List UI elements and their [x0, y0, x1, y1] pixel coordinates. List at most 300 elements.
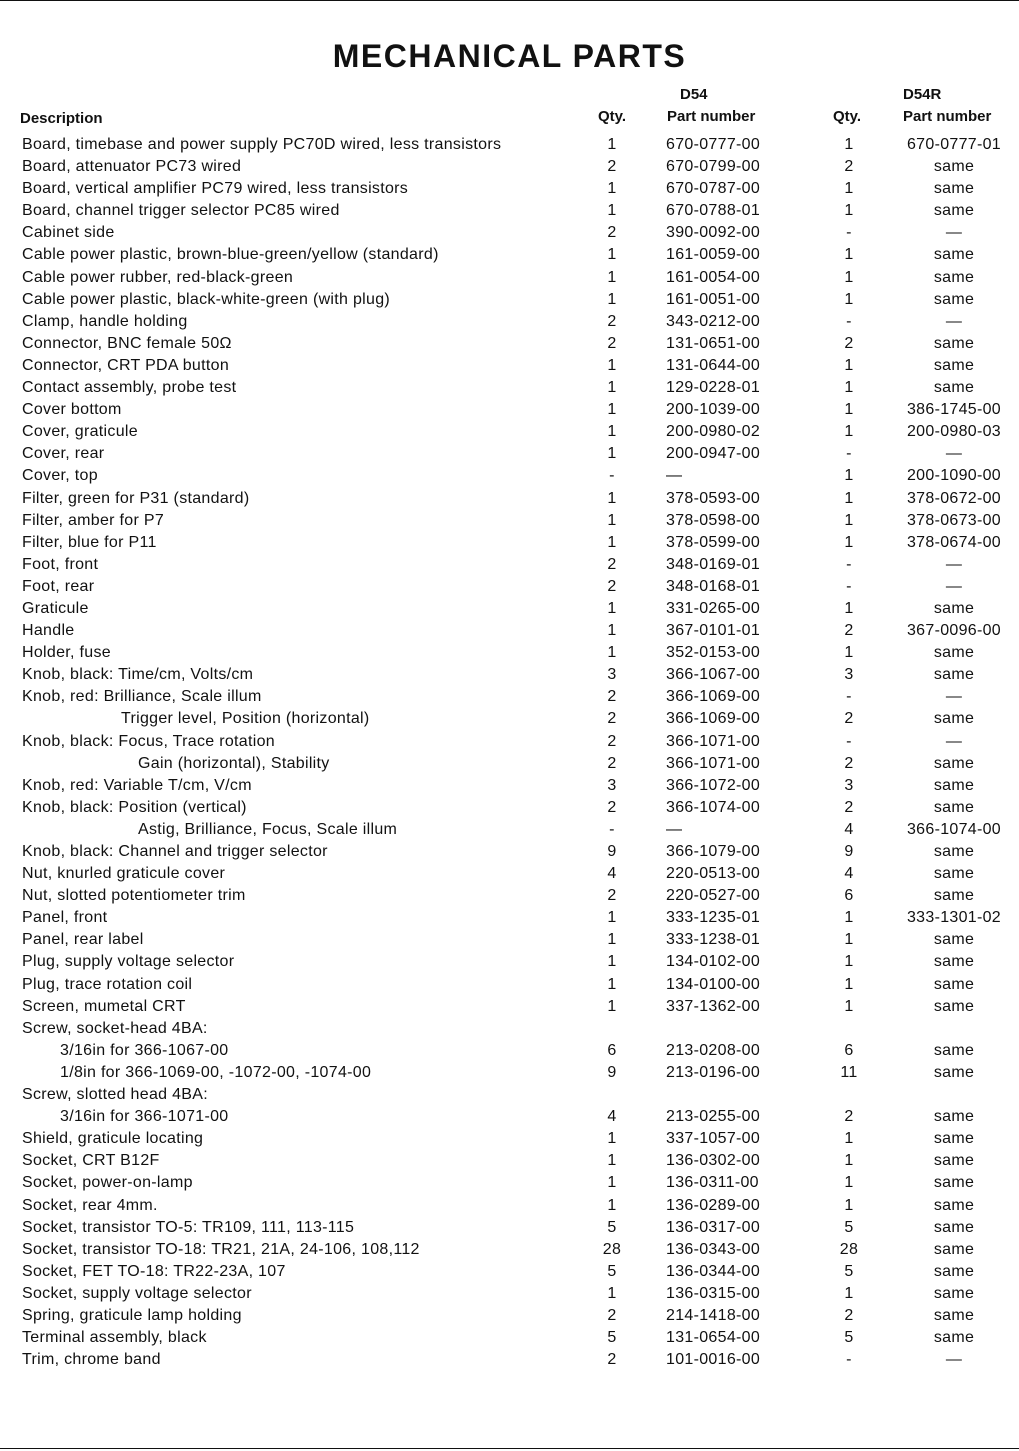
d54-qty: 4: [607, 865, 617, 883]
d54-qty: 1: [607, 379, 617, 397]
table-row: [0, 1084, 1019, 1106]
d54r-qty: -: [846, 688, 852, 706]
d54r-part-number: 378-0672-00: [906, 489, 1002, 507]
d54r-qty: 1: [844, 953, 854, 971]
d54r-qty: 1: [844, 356, 854, 374]
d54-qty: 1: [607, 622, 617, 640]
d54-qty: 1: [607, 202, 617, 220]
table-row: [0, 1327, 1019, 1349]
d54r-part-number: same: [933, 843, 975, 860]
d54r-part-number: same: [933, 975, 975, 993]
table-row: [0, 156, 1019, 178]
d54-part-number: 366-1069-00: [666, 688, 761, 706]
d54-qty: 2: [607, 710, 617, 728]
d54r-part-number: same: [933, 666, 975, 684]
table-row: [0, 775, 1019, 797]
d54r-part-number: same: [933, 599, 975, 617]
d54r-part-number: 366-1074-00: [906, 820, 1002, 838]
d54-part-number: 333-1238-01: [666, 931, 761, 949]
d54-qty: 5: [607, 1262, 617, 1280]
part-description: Gain (horizontal), Stability: [138, 754, 330, 772]
d54r-qty: 1: [844, 180, 854, 198]
d54r-qty: -: [846, 732, 852, 750]
table-row: [0, 333, 1019, 355]
d54r-part-number: same: [933, 798, 975, 816]
part-description: Spring, graticule lamp holding: [22, 1306, 242, 1324]
d54-qty: 2: [607, 688, 617, 706]
d54-qty: 1: [607, 489, 617, 507]
d54-part-number: 366-1072-00: [666, 776, 761, 794]
d54-qty: 2: [607, 887, 617, 905]
table-row: [0, 532, 1019, 554]
d54-qty: 1: [607, 975, 617, 993]
d54r-qty: 1: [844, 401, 854, 419]
part-description: 3/16in for 366-1067-00: [60, 1041, 229, 1059]
d54-part-number: 366-1067-00: [666, 666, 761, 684]
page-title: MECHANICAL PARTS: [332, 38, 687, 74]
table-row: [0, 289, 1019, 311]
d54-qty: 6: [607, 1041, 617, 1059]
d54r-qty: 2: [844, 1306, 854, 1324]
d54r-part-number: same: [933, 1306, 975, 1324]
d54-part-number: 367-0101-01: [666, 622, 761, 640]
part-description: Trigger level, Position (horizontal): [121, 710, 370, 728]
d54r-part-number: —: [945, 688, 963, 706]
d54r-qty: 1: [844, 1284, 854, 1302]
part-description: Foot, rear: [22, 577, 95, 595]
d54r-qty: 2: [844, 754, 854, 772]
part-description: Cover, top: [22, 467, 98, 485]
table-row: [0, 863, 1019, 885]
d54-part-number: 670-0799-00: [666, 158, 761, 176]
table-row: [0, 1172, 1019, 1194]
table-row: [0, 1150, 1019, 1172]
part-description: Holder, fuse: [22, 644, 111, 662]
d54-part-number: 366-1071-00: [666, 754, 761, 772]
d54-qty: 1: [607, 290, 617, 308]
part-description: Terminal assembly, black: [22, 1329, 207, 1347]
part-description: Nut, slotted potentiometer trim: [22, 887, 246, 905]
table-row: [0, 642, 1019, 664]
part-description: Board, channel trigger selector PC85 wired: [22, 202, 340, 220]
d54r-part-number: same: [933, 997, 975, 1015]
d54-qty: 4: [607, 1108, 617, 1126]
model-d54r-heading: D54R: [903, 86, 942, 103]
table-row: [0, 1283, 1019, 1305]
d54-qty: 2: [607, 158, 617, 176]
d54-qty: 1: [607, 180, 617, 198]
d54-part-number: 161-0059-00: [666, 246, 761, 264]
d54-qty: -: [609, 467, 615, 485]
d54-part-number: 136-0343-00: [666, 1240, 761, 1258]
d54r-qty: 2: [844, 798, 854, 816]
d54r-part-number: same: [933, 776, 975, 794]
d54r-qty-header: Qty.: [833, 108, 862, 125]
part-description: Astig, Brilliance, Focus, Scale illum: [138, 820, 398, 838]
d54-part-number: 200-0947-00: [666, 445, 761, 463]
part-description: Filter, green for P31 (standard): [22, 489, 250, 507]
d54-part-number: 161-0051-00: [666, 290, 761, 308]
d54r-part-number: same: [933, 202, 975, 220]
table-row: [0, 443, 1019, 465]
d54r-qty: 1: [844, 467, 854, 485]
d54r-qty: 4: [844, 820, 854, 838]
model-d54-heading: D54: [680, 86, 708, 103]
part-description: Trim, chrome band: [22, 1351, 161, 1369]
table-row: [0, 554, 1019, 576]
d54r-qty: 11: [840, 1063, 858, 1081]
d54-qty: 1: [607, 533, 617, 551]
d54-qty: 9: [607, 1063, 617, 1081]
d54-qty: 1: [607, 931, 617, 949]
d54-qty: 1: [607, 136, 617, 153]
d54-qty: 1: [607, 401, 617, 419]
part-description: Cable power rubber, red-black-green: [22, 268, 294, 286]
d54-qty: 1: [607, 268, 617, 286]
d54-qty: 2: [607, 224, 617, 242]
table-row: [0, 200, 1019, 222]
d54-part-number-header: Part number: [667, 108, 756, 125]
d54-part-number: 390-0092-00: [666, 224, 761, 242]
d54-qty: 2: [607, 798, 617, 816]
d54-qty: 1: [607, 953, 617, 971]
table-row: [0, 686, 1019, 708]
d54-qty: 2: [607, 754, 617, 772]
table-row: [0, 267, 1019, 289]
d54r-qty: 5: [844, 1262, 854, 1280]
d54r-part-number: same: [933, 356, 975, 374]
d54-qty: 2: [607, 732, 617, 750]
table-row: [0, 421, 1019, 443]
part-description: Panel, rear label: [22, 931, 144, 949]
d54r-qty: 1: [844, 644, 854, 662]
d54r-part-number: 200-1090-00: [906, 467, 1002, 485]
d54r-qty: 1: [844, 511, 854, 529]
table-row: [0, 222, 1019, 244]
part-description: 1/8in for 366-1069-00, -1072-00, -1074-00: [60, 1063, 372, 1081]
d54-part-number: 136-0302-00: [666, 1152, 761, 1170]
part-description: Cover, graticule: [22, 423, 138, 441]
d54r-qty: 1: [844, 246, 854, 264]
d54-part-number: 131-0644-00: [666, 356, 761, 374]
d54r-part-number: same: [933, 1174, 975, 1192]
table-row: [0, 244, 1019, 266]
d54-qty: 3: [607, 666, 617, 684]
d54r-qty: -: [846, 577, 852, 595]
d54r-part-number: 367-0096-00: [906, 622, 1002, 640]
d54r-part-number: same: [933, 1041, 975, 1059]
part-description: Socket, FET TO-18: TR22-23A, 107: [22, 1262, 286, 1280]
d54r-qty: 5: [844, 1218, 854, 1236]
d54r-qty: 1: [844, 1174, 854, 1192]
d54-part-number: 220-0513-00: [666, 865, 761, 883]
d54r-qty: 1: [844, 533, 854, 551]
d54r-part-number: same: [933, 953, 975, 971]
d54r-part-number-header: Part number: [903, 108, 992, 125]
d54-part-number: 200-1039-00: [666, 401, 761, 419]
d54r-part-number: same: [933, 1329, 975, 1347]
d54-part-number: 134-0100-00: [666, 975, 761, 993]
table-row: [0, 311, 1019, 333]
part-description: Graticule: [22, 599, 89, 617]
d54-qty: 1: [607, 1174, 617, 1192]
part-description: Knob, black: Time/cm, Volts/cm: [22, 666, 254, 684]
d54r-part-number: —: [945, 732, 963, 750]
table-row: [0, 1128, 1019, 1150]
d54-part-number: 136-0289-00: [666, 1196, 761, 1214]
d54r-qty: 2: [844, 622, 854, 640]
d54r-qty: 5: [844, 1329, 854, 1347]
d54r-qty: 1: [844, 136, 854, 153]
d54r-part-number: 200-0980-03: [906, 423, 1002, 441]
table-row: [0, 1040, 1019, 1062]
d54-part-number: 136-0344-00: [666, 1262, 761, 1280]
d54r-part-number: same: [933, 1218, 975, 1236]
d54-qty: 1: [607, 997, 617, 1015]
part-description: Cover bottom: [22, 401, 122, 419]
d54r-qty: 9: [844, 843, 854, 860]
d54r-qty: 28: [839, 1240, 859, 1258]
d54r-part-number: same: [933, 644, 975, 662]
d54-qty: 9: [607, 843, 617, 860]
d54r-part-number: —: [945, 312, 963, 330]
d54r-part-number: —: [945, 555, 963, 573]
part-description: Screen, mumetal CRT: [22, 997, 186, 1015]
part-description: Foot, front: [22, 555, 99, 573]
d54r-part-number: —: [945, 1351, 963, 1369]
d54-qty: 2: [607, 312, 617, 330]
d54r-part-number: same: [933, 1196, 975, 1214]
part-description: Knob, black: Position (vertical): [22, 798, 247, 816]
part-description: Screw, socket-head 4BA:: [22, 1019, 208, 1037]
part-description: Board, timebase and power supply PC70D wired, less transistors: [22, 136, 502, 153]
d54-part-number: 378-0593-00: [666, 489, 761, 507]
d54r-qty: 2: [844, 158, 854, 176]
d54r-part-number: same: [933, 1108, 975, 1126]
table-row: [0, 819, 1019, 841]
d54r-part-number: same: [933, 246, 975, 264]
d54r-qty: 1: [844, 997, 854, 1015]
d54r-part-number: same: [933, 1063, 975, 1081]
d54r-qty: 1: [844, 599, 854, 617]
d54r-qty: 1: [844, 423, 854, 441]
part-description: Board, attenuator PC73 wired: [22, 158, 242, 176]
d54r-qty: 1: [844, 290, 854, 308]
d54r-part-number: —: [945, 577, 963, 595]
d54r-qty: 1: [844, 975, 854, 993]
part-description: Cable power plastic, brown-blue-green/yellow (standard): [22, 246, 439, 264]
d54r-qty: -: [846, 555, 852, 573]
d54-part-number: 366-1079-00: [666, 843, 761, 860]
d54r-qty: 6: [844, 1041, 854, 1059]
part-description: Socket, power-on-lamp: [22, 1174, 193, 1192]
d54-part-number: 378-0598-00: [666, 511, 761, 529]
d54r-part-number: same: [933, 158, 975, 176]
d54r-part-number: 333-1301-02: [906, 909, 1002, 927]
table-row: [0, 731, 1019, 753]
d54-part-number: 348-0168-01: [666, 577, 761, 595]
part-description: Plug, trace rotation coil: [22, 975, 193, 993]
d54-qty: -: [609, 820, 615, 838]
d54r-qty: 2: [844, 710, 854, 728]
d54-part-number: 670-0788-01: [666, 202, 761, 220]
d54r-part-number: 386-1745-00: [906, 401, 1002, 419]
d54-qty: 1: [607, 423, 617, 441]
table-row: [0, 1305, 1019, 1327]
d54r-part-number: same: [933, 379, 975, 397]
table-row: [0, 1261, 1019, 1283]
part-description: Board, vertical amplifier PC79 wired, less transistors: [22, 180, 409, 198]
d54-part-number: 220-0527-00: [666, 887, 761, 905]
d54r-qty: 3: [844, 776, 854, 794]
table-row: [0, 576, 1019, 598]
part-description: Knob, red: Brilliance, Scale illum: [22, 688, 262, 706]
table-row: [0, 598, 1019, 620]
d54r-qty: 4: [844, 865, 854, 883]
table-row: [0, 929, 1019, 951]
d54-part-number: —: [666, 820, 683, 838]
part-description: Socket, CRT B12F: [22, 1152, 160, 1170]
bottom-rule: [0, 1448, 1019, 1449]
d54r-part-number: —: [945, 224, 963, 242]
d54r-qty: 2: [844, 334, 854, 352]
d54-part-number: 366-1071-00: [666, 732, 761, 750]
d54-part-number: —: [666, 467, 683, 485]
part-description: Shield, graticule locating: [22, 1130, 204, 1148]
table-row: [0, 1018, 1019, 1040]
d54r-part-number: same: [933, 334, 975, 352]
d54-part-number: 670-0777-00: [666, 136, 761, 153]
d54-part-number: 136-0311-00: [666, 1174, 759, 1192]
table-row: [0, 355, 1019, 377]
d54r-qty: 1: [844, 1152, 854, 1170]
d54r-qty: 1: [844, 909, 854, 927]
table-row: [0, 1106, 1019, 1128]
part-description: Knob, black: Focus, Trace rotation: [22, 732, 275, 750]
d54-qty: 3: [607, 776, 617, 794]
part-description: Screw, slotted head 4BA:: [22, 1086, 208, 1104]
table-row: [0, 996, 1019, 1018]
d54r-qty: 1: [844, 489, 854, 507]
table-row: [0, 134, 1019, 156]
part-description: Socket, transistor TO-18: TR21, 21A, 24-106, 108,112: [22, 1240, 420, 1258]
d54-part-number: 333-1235-01: [666, 909, 761, 927]
d54-qty: 1: [607, 445, 617, 463]
table-row: [0, 841, 1019, 863]
d54-part-number: 378-0599-00: [666, 533, 761, 551]
d54-part-number: 670-0787-00: [666, 180, 761, 198]
table-row: [0, 1062, 1019, 1084]
d54-qty: 2: [607, 1351, 617, 1369]
table-row: [0, 1349, 1019, 1371]
d54r-part-number: same: [933, 1152, 975, 1170]
table-row: [0, 951, 1019, 973]
d54r-part-number: 378-0673-00: [906, 511, 1002, 529]
part-description: Connector, CRT PDA button: [22, 356, 230, 374]
table-row: [0, 620, 1019, 642]
d54r-qty: -: [846, 224, 852, 242]
table-row: [0, 664, 1019, 686]
table-row: [0, 465, 1019, 487]
d54-qty: 1: [607, 356, 617, 374]
table-row: [0, 510, 1019, 532]
d54-qty: 1: [607, 644, 617, 662]
d54-qty: 1: [607, 1284, 617, 1302]
part-description: Panel, front: [22, 909, 108, 927]
d54r-qty: 6: [844, 887, 854, 905]
table-row: [0, 1195, 1019, 1217]
d54r-part-number: same: [933, 1240, 975, 1258]
d54-qty: 2: [607, 555, 617, 573]
d54-part-number: 213-0208-00: [666, 1041, 761, 1059]
part-description: Clamp, handle holding: [22, 312, 188, 330]
d54r-qty: 2: [844, 1108, 854, 1126]
d54r-part-number: 670-0777-01: [906, 136, 1002, 153]
d54-part-number: 200-0980-02: [666, 423, 761, 441]
part-description: Knob, red: Variable T/cm, V/cm: [22, 776, 252, 794]
d54r-part-number: —: [945, 445, 963, 463]
d54r-part-number: 378-0674-00: [906, 533, 1002, 551]
d54-qty-header: Qty.: [598, 108, 627, 125]
d54-part-number: 331-0265-00: [666, 599, 761, 617]
d54-part-number: 134-0102-00: [666, 953, 761, 971]
table-row: [0, 974, 1019, 996]
d54-part-number: 213-0255-00: [666, 1108, 761, 1126]
d54r-qty: -: [846, 445, 852, 463]
d54r-qty: 1: [844, 931, 854, 949]
d54r-qty: 1: [844, 379, 854, 397]
d54r-part-number: same: [933, 865, 975, 883]
d54-part-number: 101-0016-00: [666, 1351, 761, 1369]
d54r-part-number: same: [933, 887, 975, 905]
d54-part-number: 136-0317-00: [666, 1218, 761, 1236]
d54-part-number: 337-1362-00: [666, 997, 761, 1015]
d54-qty: 1: [607, 1130, 617, 1148]
d54r-part-number: same: [933, 268, 975, 286]
d54-qty: 2: [607, 334, 617, 352]
description-header: Description: [20, 110, 103, 127]
d54-qty: 28: [602, 1240, 622, 1258]
d54r-qty: 3: [844, 666, 854, 684]
table-row: [0, 797, 1019, 819]
table-row: [0, 399, 1019, 421]
d54-part-number: 131-0651-00: [666, 334, 761, 352]
d54-part-number: 213-0196-00: [666, 1063, 761, 1081]
d54r-qty: 1: [844, 1130, 854, 1148]
d54-part-number: 352-0153-00: [666, 644, 761, 662]
part-description: Contact assembly, probe test: [22, 379, 237, 397]
d54-part-number: 129-0228-01: [666, 379, 761, 397]
d54-part-number: 337-1057-00: [666, 1130, 761, 1148]
d54-qty: 1: [607, 1196, 617, 1214]
table-row: [0, 885, 1019, 907]
d54-qty: 1: [607, 909, 617, 927]
d54-qty: 5: [607, 1218, 617, 1236]
part-description: Knob, black: Channel and trigger selector: [22, 843, 328, 860]
part-description: Filter, blue for P11: [22, 533, 157, 551]
part-description: Cable power plastic, black-white-green (with plug): [22, 290, 391, 308]
d54r-qty: 1: [844, 1196, 854, 1214]
d54-qty: 1: [607, 511, 617, 529]
d54-qty: 1: [607, 599, 617, 617]
d54r-qty: -: [846, 312, 852, 330]
table-row: [0, 488, 1019, 510]
table-row: [0, 178, 1019, 200]
part-description: Plug, supply voltage selector: [22, 953, 235, 971]
d54r-part-number: same: [933, 290, 975, 308]
part-description: Socket, transistor TO-5: TR109, 111, 113-115: [22, 1218, 355, 1236]
table-row: [0, 1239, 1019, 1261]
